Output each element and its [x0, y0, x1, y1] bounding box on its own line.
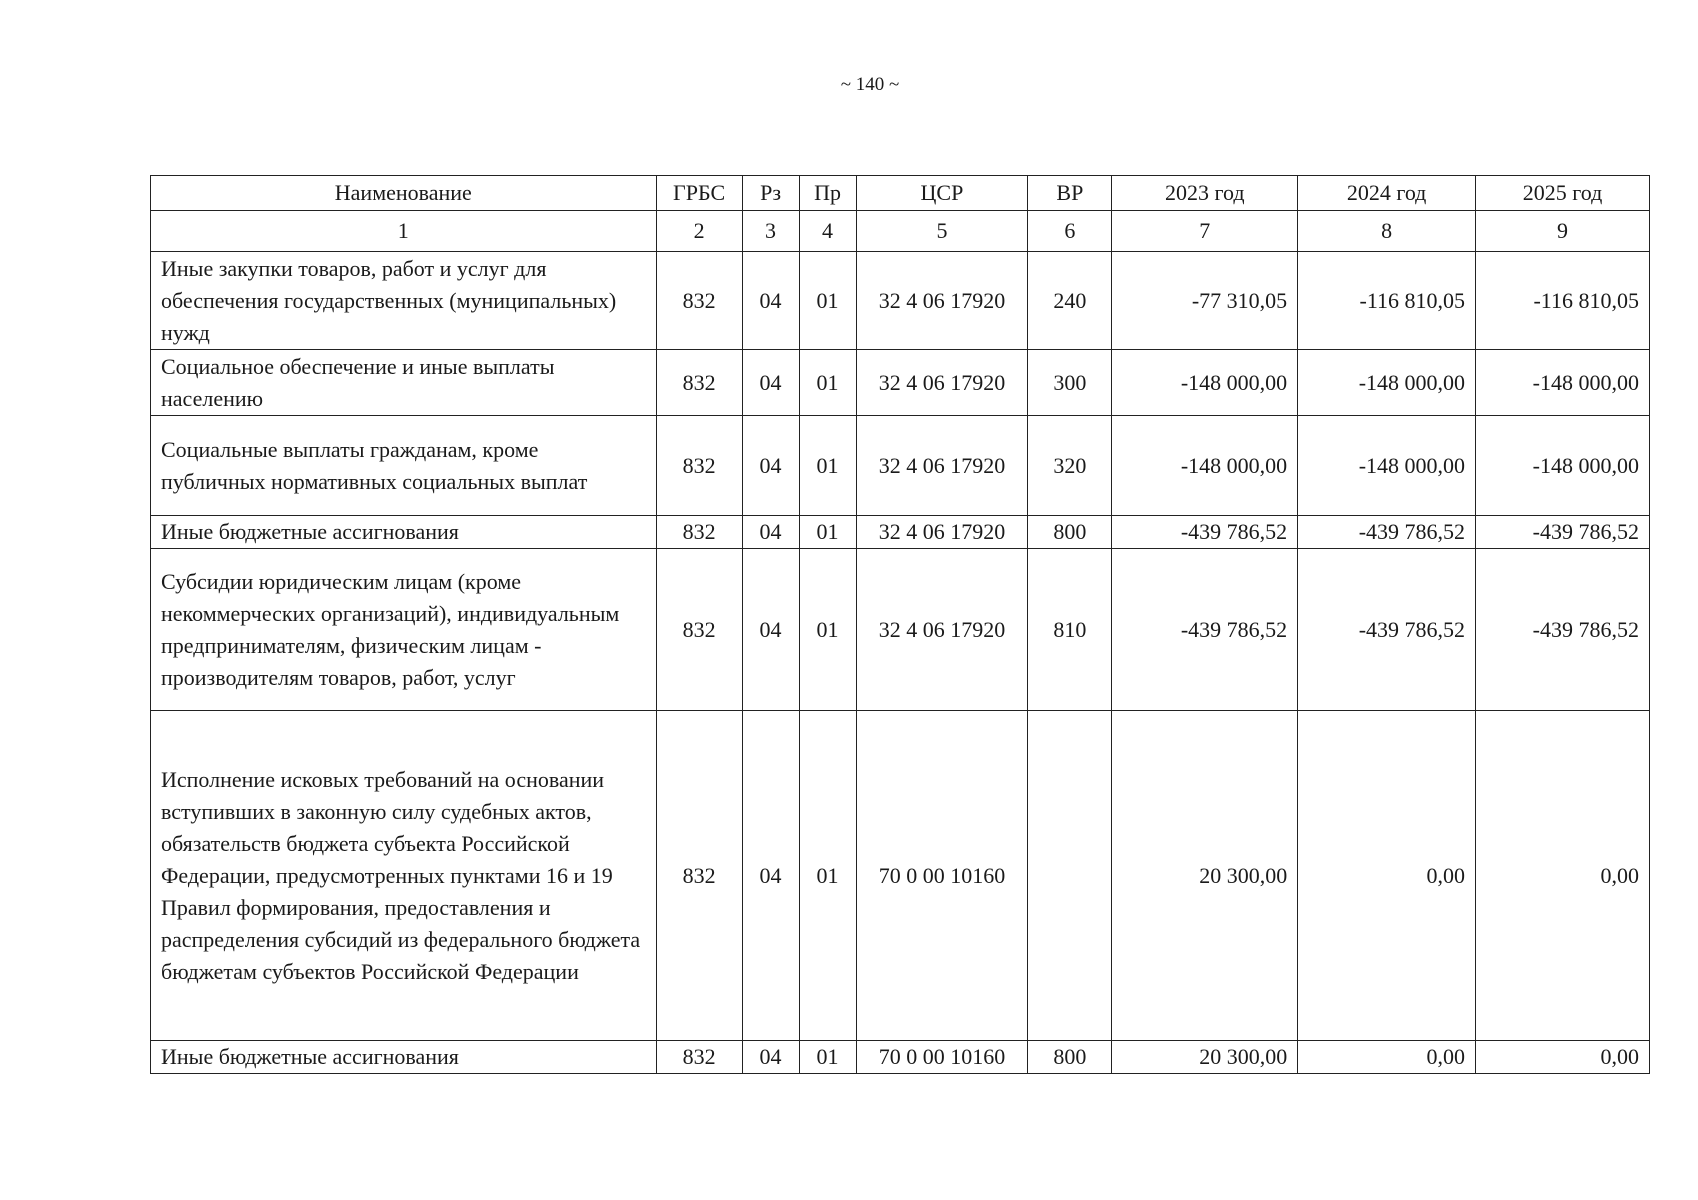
- row-vr: 810: [1028, 549, 1112, 711]
- row-2023: -439 786,52: [1112, 516, 1298, 549]
- header-cell-2025: 2025 год: [1476, 176, 1650, 211]
- row-csr: 32 4 06 17920: [856, 350, 1028, 416]
- row-grbs: 832: [656, 711, 742, 1041]
- row-grbs: 832: [656, 416, 742, 516]
- row-csr: 70 0 00 10160: [856, 711, 1028, 1041]
- header-cell-rz: Рз: [742, 176, 799, 211]
- column-number-row: [151, 211, 1650, 252]
- row-csr: 32 4 06 17920: [856, 516, 1028, 549]
- row-name: Социальные выплаты гражданам, кроме публичных нормативных социальных выплат: [151, 416, 657, 516]
- row-grbs: 832: [656, 1041, 742, 1074]
- column-number: 7: [1112, 211, 1298, 252]
- row-pr: 01: [799, 711, 856, 1041]
- row-rz: 04: [742, 516, 799, 549]
- header-cell-grbs: ГРБС: [656, 176, 742, 211]
- header-cell-csr: ЦСР: [856, 176, 1028, 211]
- row-rz: 04: [742, 252, 799, 350]
- budget-table: [150, 175, 1650, 1074]
- row-2023: -148 000,00: [1112, 416, 1298, 516]
- row-2025: -148 000,00: [1476, 350, 1650, 416]
- row-vr: 800: [1028, 1041, 1112, 1074]
- row-pr: 01: [799, 1041, 856, 1074]
- table-row: [151, 350, 1650, 416]
- row-2025: -439 786,52: [1476, 516, 1650, 549]
- row-pr: 01: [799, 549, 856, 711]
- row-2025: 0,00: [1476, 711, 1650, 1041]
- row-2025: -439 786,52: [1476, 549, 1650, 711]
- column-number: 4: [799, 211, 856, 252]
- row-pr: 01: [799, 350, 856, 416]
- table-row: [151, 516, 1650, 549]
- table-row: [151, 549, 1650, 711]
- header-cell-name: Наименование: [151, 176, 657, 211]
- row-rz: 04: [742, 1041, 799, 1074]
- row-name: Иные бюджетные ассигнования: [151, 516, 657, 549]
- table-row: [151, 1041, 1650, 1074]
- row-vr: 240: [1028, 252, 1112, 350]
- row-2023: -148 000,00: [1112, 350, 1298, 416]
- row-vr: 800: [1028, 516, 1112, 549]
- column-number: 9: [1476, 211, 1650, 252]
- row-2025: -148 000,00: [1476, 416, 1650, 516]
- row-grbs: 832: [656, 549, 742, 711]
- row-2023: 20 300,00: [1112, 711, 1298, 1041]
- row-name: Субсидии юридическим лицам (кроме некоммерческих организаций), индивидуальным предпринимателям, физическим лицам - производителям товаров, работ, услуг: [151, 549, 657, 711]
- row-pr: 01: [799, 416, 856, 516]
- row-rz: 04: [742, 350, 799, 416]
- column-number: 2: [656, 211, 742, 252]
- row-rz: 04: [742, 416, 799, 516]
- header-cell-2023: 2023 год: [1112, 176, 1298, 211]
- table-row: [151, 252, 1650, 350]
- row-csr: 32 4 06 17920: [856, 549, 1028, 711]
- row-name: Иные закупки товаров, работ и услуг для обеспечения государственных (муниципальных) нужд: [151, 252, 657, 350]
- row-pr: 01: [799, 252, 856, 350]
- row-vr: [1028, 711, 1112, 1041]
- column-number: 1: [151, 211, 657, 252]
- row-name: Исполнение исковых требований на основании вступивших в законную силу судебных актов, обязательств бюджета субъекта Российской Федерации, предусмотренных пунктами 16 и 19 Правил формирования, предоставления и распределения субсидий из федерального бюджета бюджетам субъектов Российской Федерации: [151, 711, 657, 1041]
- column-number: 5: [856, 211, 1028, 252]
- row-2024: -439 786,52: [1298, 549, 1476, 711]
- column-number: 6: [1028, 211, 1112, 252]
- row-name: Социальное обеспечение и иные выплаты населению: [151, 350, 657, 416]
- header-cell-pr: Пр: [799, 176, 856, 211]
- table-row: [151, 416, 1650, 516]
- row-vr: 300: [1028, 350, 1112, 416]
- row-pr: 01: [799, 516, 856, 549]
- table-row: [151, 711, 1650, 1041]
- row-grbs: 832: [656, 516, 742, 549]
- row-2024: -116 810,05: [1298, 252, 1476, 350]
- row-2024: -148 000,00: [1298, 350, 1476, 416]
- row-2023: -77 310,05: [1112, 252, 1298, 350]
- header-row: [151, 176, 1650, 211]
- column-number: 8: [1298, 211, 1476, 252]
- row-rz: 04: [742, 549, 799, 711]
- row-vr: 320: [1028, 416, 1112, 516]
- row-2025: -116 810,05: [1476, 252, 1650, 350]
- row-2023: 20 300,00: [1112, 1041, 1298, 1074]
- row-2024: 0,00: [1298, 1041, 1476, 1074]
- row-2024: -439 786,52: [1298, 516, 1476, 549]
- row-grbs: 832: [656, 252, 742, 350]
- row-csr: 70 0 00 10160: [856, 1041, 1028, 1074]
- page-number: ~ 140 ~: [840, 74, 900, 95]
- header-cell-vr: ВР: [1028, 176, 1112, 211]
- row-rz: 04: [742, 711, 799, 1041]
- row-2023: -439 786,52: [1112, 549, 1298, 711]
- row-csr: 32 4 06 17920: [856, 416, 1028, 516]
- row-2024: 0,00: [1298, 711, 1476, 1041]
- header-cell-2024: 2024 год: [1298, 176, 1476, 211]
- column-number: 3: [742, 211, 799, 252]
- row-csr: 32 4 06 17920: [856, 252, 1028, 350]
- row-grbs: 832: [656, 350, 742, 416]
- row-2024: -148 000,00: [1298, 416, 1476, 516]
- row-name: Иные бюджетные ассигнования: [151, 1041, 657, 1074]
- row-2025: 0,00: [1476, 1041, 1650, 1074]
